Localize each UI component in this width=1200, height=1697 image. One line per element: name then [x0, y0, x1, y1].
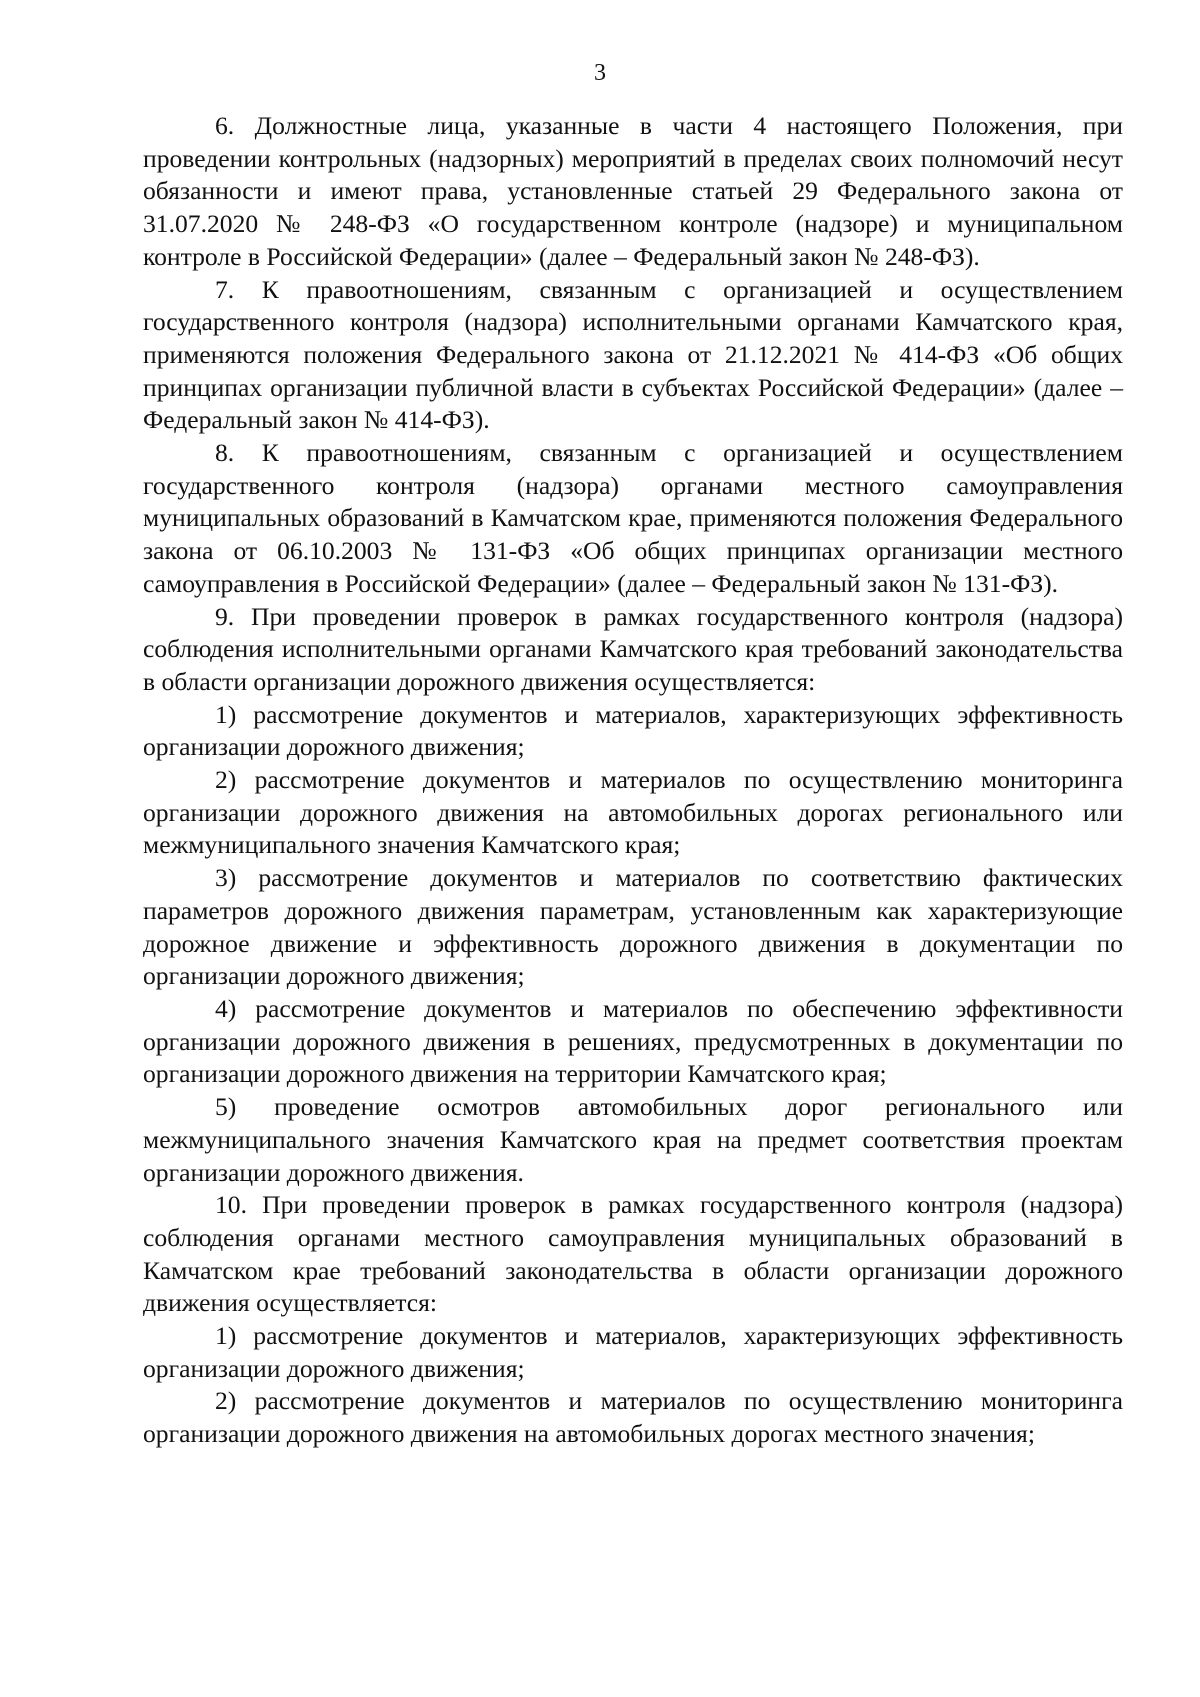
paragraph-9-item-3: 3) рассмотрение документов и материалов по соответствию фактических параметров дорожного движения параметрам, установленным как характеризующие дорожное движение и эффективность дорожного движения в документации по организации дорожного движения; — [143, 863, 1123, 991]
document-body — [143, 110, 1123, 1451]
paragraph-9-item-4: 4) рассмотрение документов и материалов по обеспечению эффективности организации дорожного движения в решениях, предусмотренных в документации по организации дорожного движения на территории Камчатского края; — [143, 993, 1123, 1089]
paragraph-9-item-5: 5) проведение осмотров автомобильных дорог регионального или межмуниципального значения Камчатского края на предмет соответствия проектам организации дорожного движения. — [143, 1092, 1123, 1187]
page-number: 3 — [594, 60, 606, 86]
paragraph-9: 9. При проведении проверок в рамках государственного контроля (надзора) соблюдения исполнительными органами Камчатского края требований законодательства в области организации дорожного движения осуществляется: — [143, 601, 1123, 696]
paragraph-10: 10. При проведении проверок в рамках государственного контроля (надзора) соблюдения органами местного самоуправления муниципальных образований в Камчатском крае требований законодательства в области организации дорожного движения осуществляется: — [143, 1190, 1123, 1318]
paragraph-9-item-1: 1) рассмотрение документов и материалов, характеризующих эффективность организации дорожного движения; — [143, 699, 1123, 762]
paragraph-10-item-1: 1) рассмотрение документов и материалов, характеризующих эффективность организации дорожного движения; — [143, 1321, 1123, 1383]
paragraph-9-item-2: 2) рассмотрение документов и материалов по осуществлению мониторинга организации дорожного движения на автомобильных дорогах регионального или межмуниципального значения Камчатского края; — [143, 765, 1123, 860]
paragraph-7: 7. К правоотношениям, связанным с организацией и осуществлением государственного контроля (надзора) исполнительными органами Камчатского края, применяются положения Федерального закона от 21.12.2021 № 414-ФЗ «Об общих принципах организации публичной власти в субъектах Российской Федерации» (далее – Федеральный закон № 414-ФЗ). — [143, 274, 1123, 435]
paragraph-10-item-2: 2) рассмотрение документов и материалов по осуществлению мониторинга организации дорожного движения на автомобильных дорогах местного значения; — [143, 1386, 1123, 1449]
paragraph-6: 6. Должностные лица, указанные в части 4 настоящего Положения, при проведении контрольных (надзорных) мероприятий в пределах своих полномочий несут обязанности и имеют права, установленные статьей 29 Федерального закона от 31.07.2020 № 248-ФЗ «О государственном контроле (надзоре) и муниципальном контроле в Российской Федерации» (далее – Федеральный закон № 248-ФЗ). — [143, 111, 1123, 271]
paragraph-8: 8. К правоотношениям, связанным с организацией и осуществлением государственного контроля (надзора) органами местного самоуправления муниципальных образований в Камчатском крае, применяются положения Федерального закона от 06.10.2003 № 131-ФЗ «Об общих принципах организации местного самоуправления в Российской Федерации» (далее – Федеральный закон № 131-ФЗ). — [143, 438, 1123, 598]
